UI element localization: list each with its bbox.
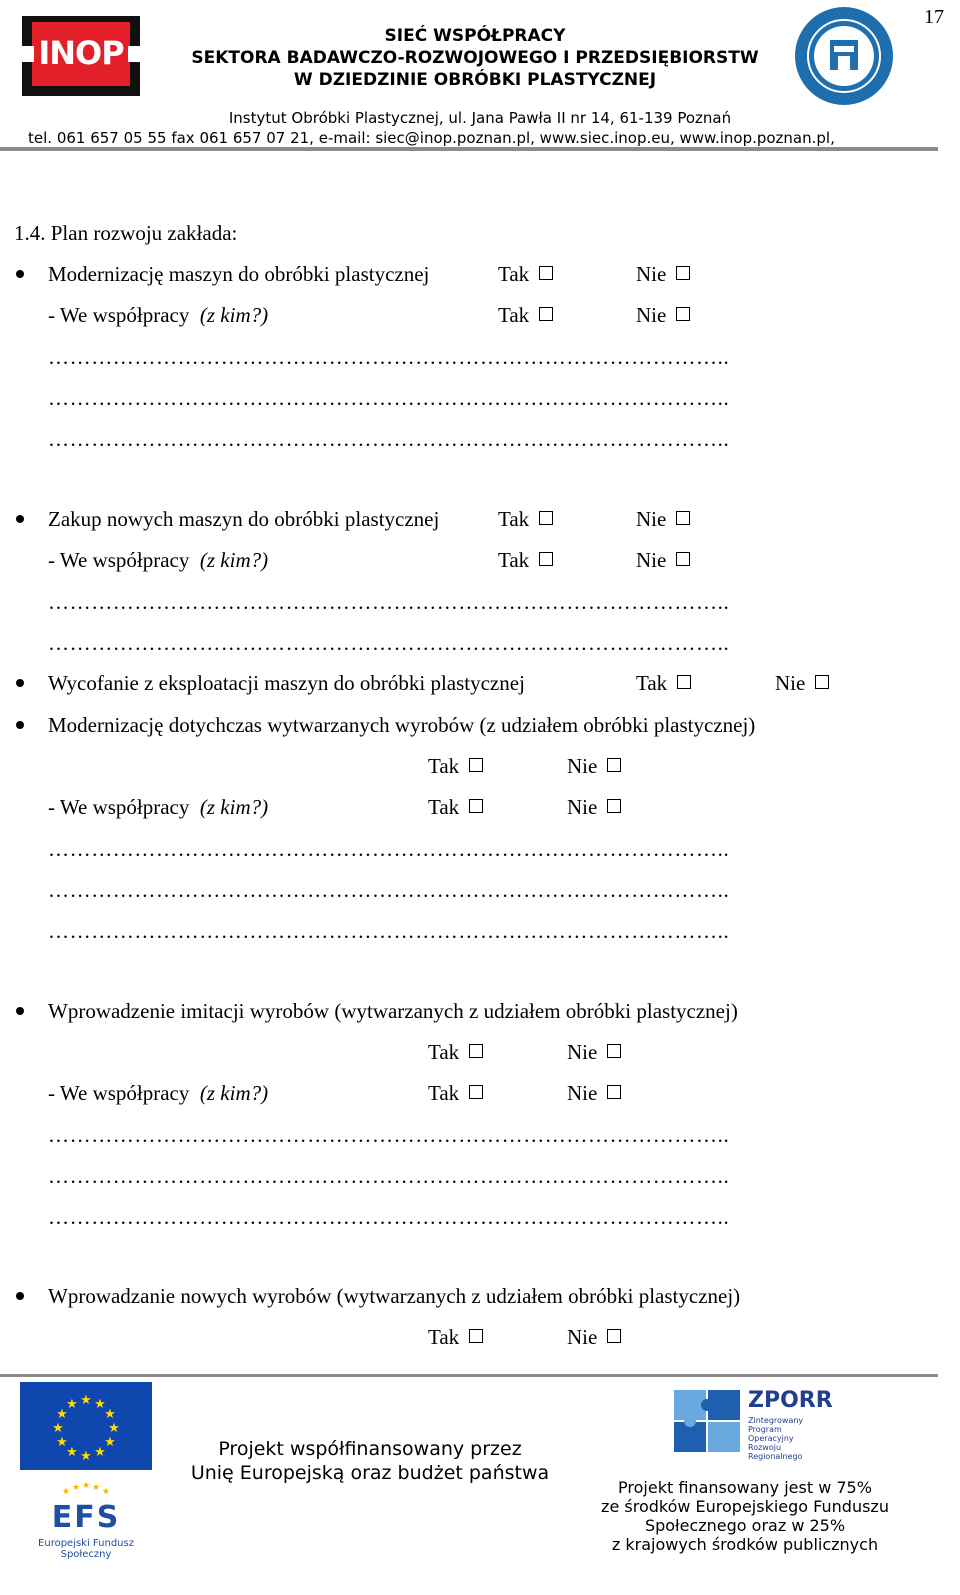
item-withdraw-machines: Wycofanie z eksploatacji maszyn do obróbki plastycznej [48,671,525,695]
bullet [16,1007,24,1015]
efs-logo-text: EFS [51,1500,121,1535]
no-checkbox[interactable] [607,1329,621,1343]
yes-option[interactable]: Tak [428,753,483,779]
no-option[interactable]: Nie [636,506,690,532]
cofinanced-line-1: Projekt współfinansowany przez [218,1438,522,1460]
financing-line-4: z krajowych środków publicznych [611,1535,879,1554]
no-option[interactable]: Nie [567,1324,621,1350]
yes-checkbox[interactable] [469,1329,483,1343]
item-modernize-machines: Modernizację maszyn do obróbki plastycznej [48,262,430,286]
financing-line-1: Projekt finansowany jest w 75% [618,1478,872,1497]
bullet [16,679,24,687]
yes-option[interactable]: Tak [428,1324,483,1350]
item-modernize-products: Modernizację dotychczas wytwarzanych wyrobów (z udziałem obróbki plastycznej) [48,713,756,737]
zporr-logo [672,1386,833,1461]
yes-label: Tak [498,262,530,286]
yes-checkbox[interactable] [677,675,691,689]
svg-text:★: ★ [52,1421,64,1436]
yes-checkbox[interactable] [539,307,553,321]
yes-option[interactable]: Tak [498,506,553,532]
inop-logo [22,16,140,96]
yes-option[interactable]: Tak [498,547,553,573]
no-option[interactable]: Nie [636,302,690,328]
svg-text:★: ★ [101,1487,111,1497]
answer-line[interactable]: ………………………………………………………………………………….. [48,386,730,410]
financing-line-3: Społecznego oraz w 25% [644,1516,846,1535]
answer-line[interactable]: ………………………………………………………………………………….. [48,837,730,861]
yes-option[interactable]: Tak [428,794,483,820]
yes-checkbox[interactable] [469,758,483,772]
no-checkbox[interactable] [676,307,690,321]
svg-text:★: ★ [81,1481,91,1491]
svg-text:★: ★ [56,1407,68,1422]
no-option[interactable]: Nie [567,753,621,779]
svg-text:★: ★ [94,1445,106,1460]
no-checkbox[interactable] [676,552,690,566]
yes-checkbox[interactable] [539,552,553,566]
svg-text:★: ★ [80,1393,92,1408]
yes-option[interactable]: Tak [636,670,691,696]
cooperation-label: - We współpracy (z kim?) [48,303,269,327]
zporr-logo-text: ZPORR [748,1388,833,1413]
no-option[interactable]: Nie [636,547,690,573]
section-title: 1.4. Plan rozwoju zakłada: [14,221,238,245]
no-checkbox[interactable] [676,511,690,525]
yes-checkbox[interactable] [469,1044,483,1058]
yes-checkbox[interactable] [469,1085,483,1099]
yes-checkbox[interactable] [469,799,483,813]
header-divider [0,147,938,151]
yes-option[interactable]: Tak [428,1039,483,1065]
yes-option[interactable] [498,261,553,287]
svg-text:★: ★ [56,1435,68,1450]
answer-line[interactable]: ………………………………………………………………………………….. [48,919,730,943]
yes-checkbox[interactable] [539,266,553,280]
bullet [16,1292,24,1300]
svg-text:★: ★ [104,1435,116,1450]
puzzle-icon [672,1386,744,1454]
politechnika-logo [794,6,894,106]
no-checkbox[interactable] [607,1085,621,1099]
no-option[interactable] [636,261,690,287]
answer-line[interactable]: ………………………………………………………………………………….. [48,878,730,902]
institute-contact: tel. 061 657 05 55 fax 061 657 07 21, e-mail: siec@inop.poznan.pl, www.siec.inop.eu, www.inop.poznan.pl, [28,129,835,147]
no-checkbox[interactable] [607,1044,621,1058]
inop-logo-text: INOP [38,34,124,72]
svg-text:★: ★ [80,1449,92,1464]
cofinanced-line-2: Unię Europejską oraz budżet państwa [190,1462,550,1484]
no-option[interactable]: Nie [567,794,621,820]
svg-text:★: ★ [66,1397,78,1412]
efs-logo [20,1480,152,1560]
network-title-line-1: SIEĆ WSPÓŁPRACY [384,26,566,46]
no-checkbox[interactable] [676,266,690,280]
cooperation-label: - We współpracy (z kim?) [48,795,269,819]
yes-option[interactable]: Tak [428,1080,483,1106]
no-label: Nie [636,262,667,286]
svg-text:★: ★ [91,1483,101,1493]
yes-option[interactable]: Tak [498,302,553,328]
no-checkbox[interactable] [815,675,829,689]
svg-text:★: ★ [61,1487,71,1497]
bullet [16,270,24,278]
network-title-line-3: W DZIEDZINIE OBRÓBKI PLASTYCZNEJ [293,70,657,90]
answer-line[interactable]: ………………………………………………………………………………….. [48,631,730,655]
answer-line[interactable]: ………………………………………………………………………………….. [48,345,730,369]
svg-text:★: ★ [66,1445,78,1460]
svg-text:★: ★ [94,1397,106,1412]
no-checkbox[interactable] [607,799,621,813]
no-option[interactable]: Nie [567,1080,621,1106]
zporr-subtitle: Zintegrowany Program Operacyjny Rozwoju Regionalnego [748,1416,804,1461]
institute-address: Instytut Obróbki Plastycznej, ul. Jana Pawła II nr 14, 61-139 Poznań [228,109,732,127]
cooperation-label: - We współpracy (z kim?) [48,1081,269,1105]
item-imitation-products: Wprowadzenie imitacji wyrobów (wytwarzanych z udziałem obróbki plastycznej) [48,999,738,1023]
efs-caption: Europejski Fundusz Społeczny [38,1538,134,1560]
item-buy-machines: Zakup nowych maszyn do obróbki plastycznej [48,507,440,531]
answer-line[interactable]: ………………………………………………………………………………….. [48,1123,730,1147]
item-new-products: Wprowadzanie nowych wyrobów (wytwarzanych z udziałem obróbki plastycznej) [48,1284,741,1308]
answer-line[interactable]: ………………………………………………………………………………….. [48,1205,730,1229]
svg-text:★: ★ [104,1407,116,1422]
no-option[interactable]: Nie [567,1039,621,1065]
eu-flag-logo [20,1382,152,1470]
page-number: 17 [924,6,944,28]
financing-line-2: ze środków Europejskiego Funduszu [601,1497,889,1516]
yes-checkbox[interactable] [539,511,553,525]
no-checkbox[interactable] [607,758,621,772]
answer-line[interactable]: ………………………………………………………………………………….. [48,1164,730,1188]
answer-line[interactable]: ………………………………………………………………………………….. [48,590,730,614]
footer-divider [0,1374,938,1377]
bullet [16,721,24,729]
answer-line[interactable]: ………………………………………………………………………………….. [48,427,730,451]
bullet [16,515,24,523]
cooperation-label: - We współpracy (z kim?) [48,548,269,572]
svg-text:★: ★ [108,1421,120,1436]
network-title-line-2: SEKTORA BADAWCZO-ROZWOJOWEGO I PRZEDSIĘBIORSTW [191,48,759,68]
svg-text:★: ★ [71,1483,81,1493]
no-option[interactable]: Nie [775,670,829,696]
